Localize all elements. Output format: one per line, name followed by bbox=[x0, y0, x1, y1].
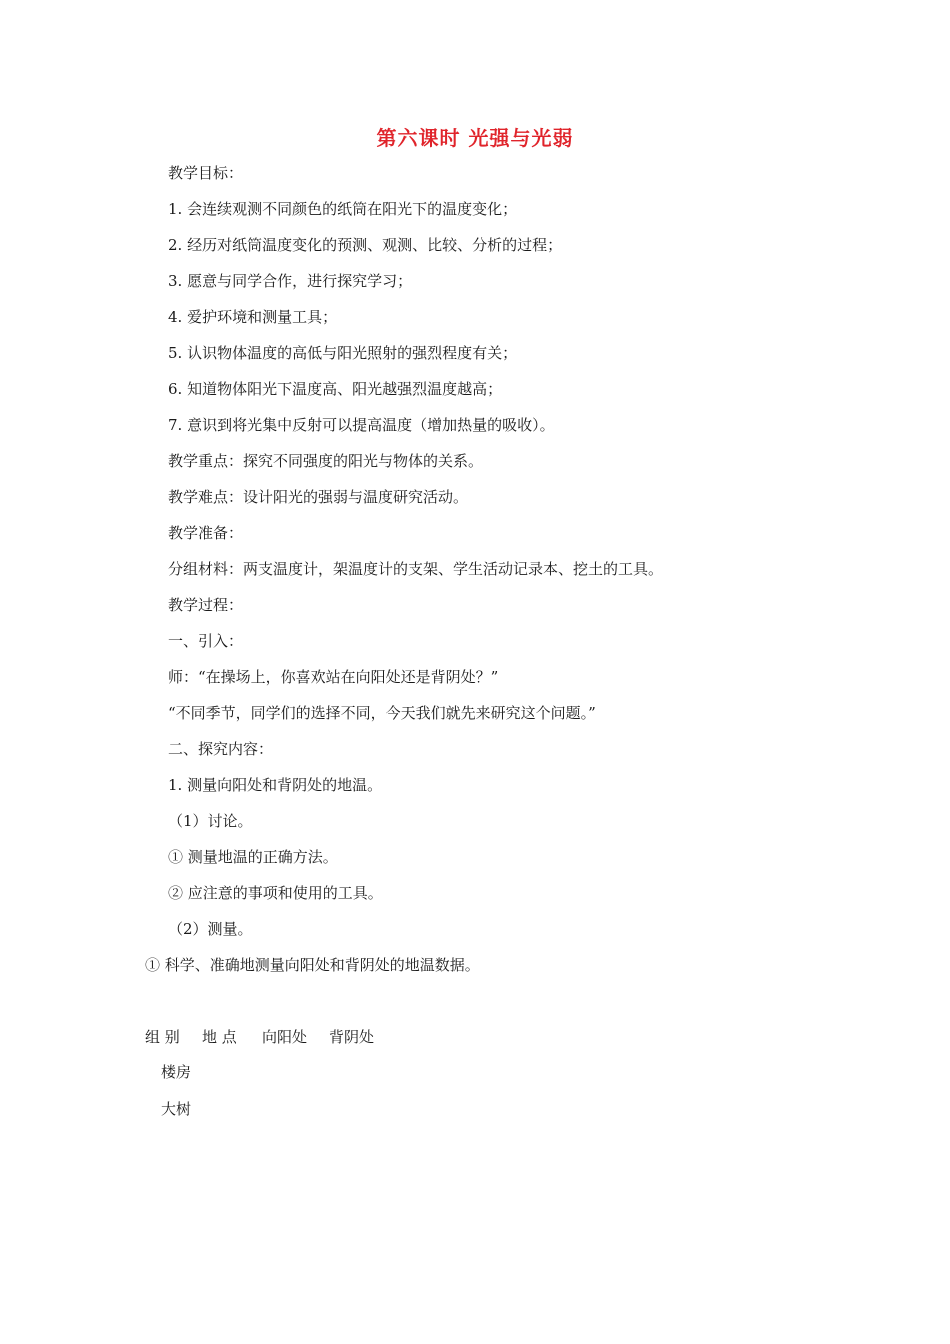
objective-item: 1. 会连续观测不同颜色的纸筒在阳光下的温度变化； bbox=[168, 200, 518, 218]
section-heading-objectives: 教学目标： bbox=[168, 164, 244, 182]
table-header-cell: 背阴处 bbox=[329, 1028, 375, 1046]
quote-paragraph: “不同季节，同学们的选择不同，今天我们就先来研究这个问题。” bbox=[168, 704, 596, 722]
activity-substep: ② 应注意的事项和使用的工具。 bbox=[168, 884, 383, 902]
teaching-focus: 教学重点：探究不同强度的阳光与物体的关系。 bbox=[168, 452, 484, 470]
lesson-title: 第六课时 光强与光弱 bbox=[376, 126, 574, 150]
teacher-quote: 师：“在操场上，你喜欢站在向阳处还是背阴处？” bbox=[168, 668, 499, 686]
group-materials: 分组材料：两支温度计，架温度计的支架、学生活动记录本、挖土的工具。 bbox=[168, 560, 664, 578]
table-row-label: 楼房 bbox=[161, 1063, 192, 1081]
table-row-label: 大树 bbox=[161, 1100, 192, 1118]
activity-substep: ① 测量地温的正确方法。 bbox=[168, 848, 338, 866]
table-header-cell: 地 点 bbox=[202, 1028, 237, 1046]
subsection-introduction: 一、引入： bbox=[168, 632, 244, 650]
objective-item: 4. 爱护环境和测量工具； bbox=[168, 308, 338, 326]
activity-step: （1）讨论。 bbox=[168, 812, 253, 830]
objective-item: 7. 意识到将光集中反射可以提高温度（增加热量的吸收）。 bbox=[168, 416, 555, 434]
section-heading-preparation: 教学准备： bbox=[168, 524, 244, 542]
section-heading-process: 教学过程： bbox=[168, 596, 244, 614]
activity-item: 1. 测量向阳处和背阴处的地温。 bbox=[168, 776, 383, 794]
table-header-row bbox=[145, 1026, 545, 1046]
objective-item: 6. 知道物体阳光下温度高、阳光越强烈温度越高； bbox=[168, 380, 503, 398]
objective-item: 2. 经历对纸筒温度变化的预测、观测、比较、分析的过程； bbox=[168, 236, 563, 254]
subsection-exploration: 二、探究内容： bbox=[168, 740, 274, 758]
table-header-cell: 向阳处 bbox=[262, 1028, 308, 1046]
table-header-cell: 组 别 bbox=[145, 1028, 180, 1046]
objective-item: 5. 认识物体温度的高低与阳光照射的强烈程度有关； bbox=[168, 344, 518, 362]
objective-item: 3. 愿意与同学合作，进行探究学习； bbox=[168, 272, 413, 290]
activity-substep: ① 科学、准确地测量向阳处和背阴处的地温数据。 bbox=[145, 956, 480, 974]
teaching-difficulty: 教学难点：设计阳光的强弱与温度研究活动。 bbox=[168, 488, 469, 506]
activity-step: （2）测量。 bbox=[168, 920, 253, 938]
